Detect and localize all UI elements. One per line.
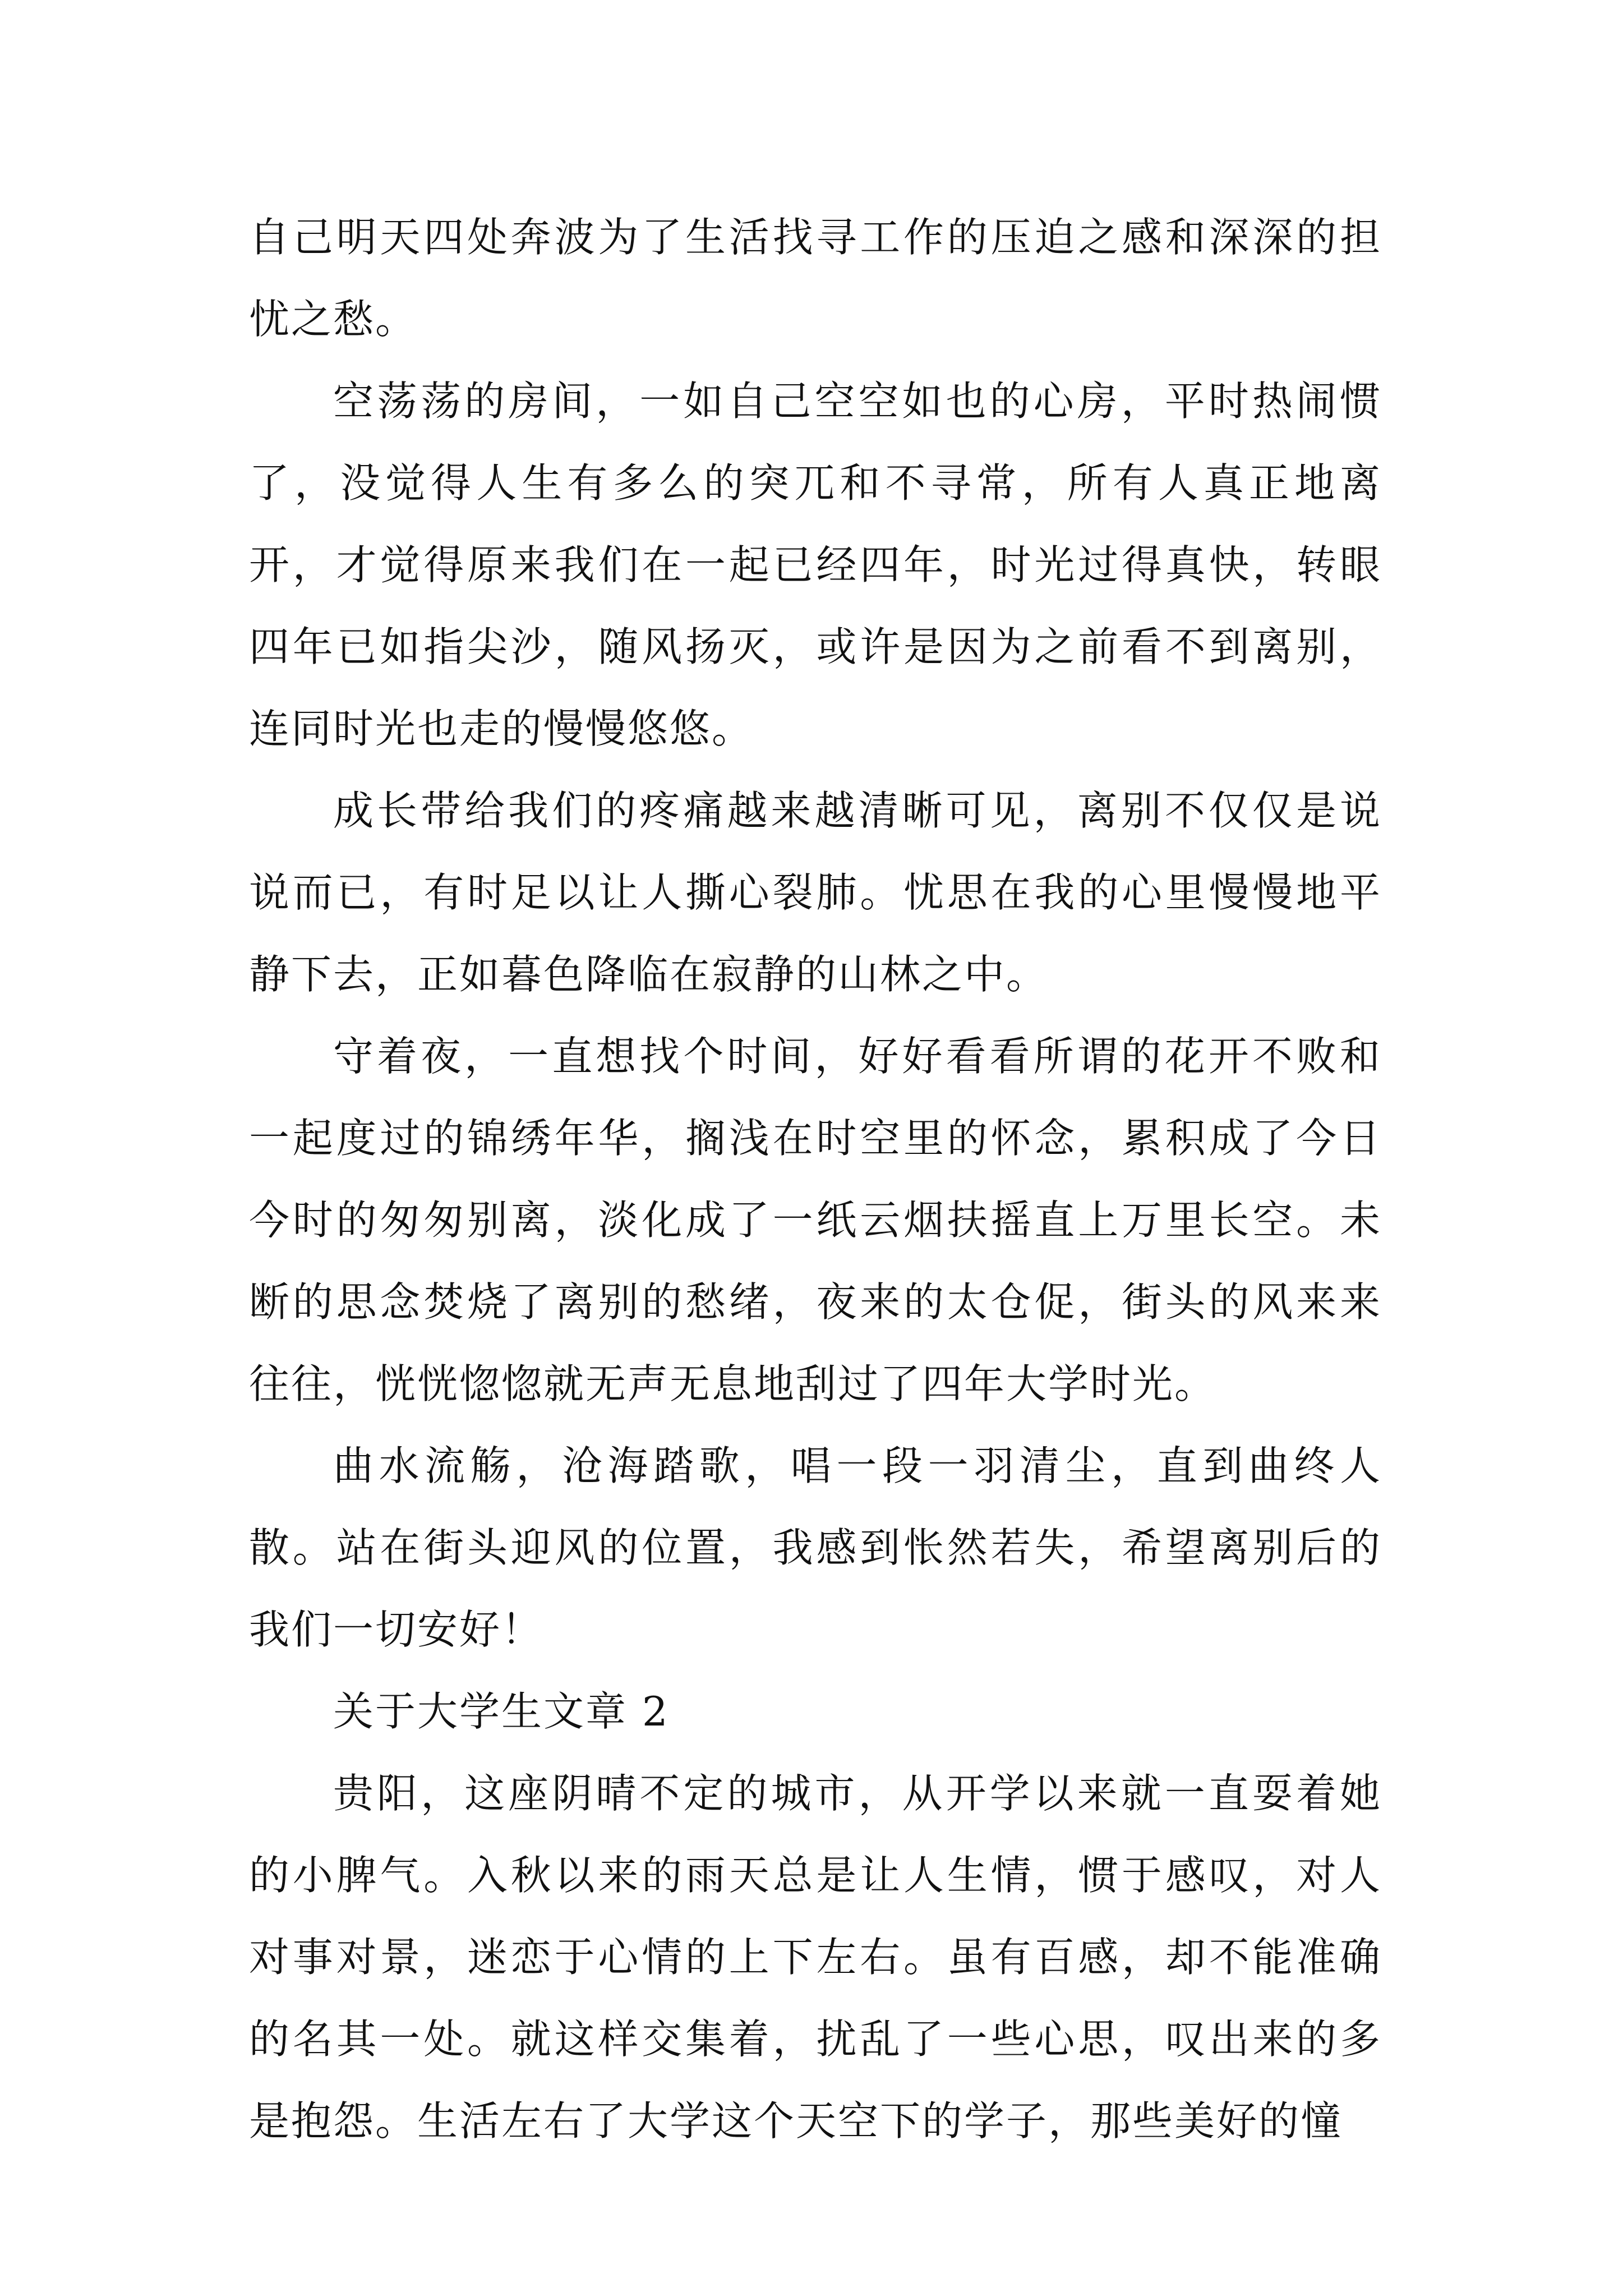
paragraph: 成长带给我们的疼痛越来越清晰可见，离别不仅仅是说说而已，有时足以让人撕心裂肺。忧思在我的心里慢慢地平静下去，正如暮色降临在寂静的山林之中。	[249, 787, 1382, 998]
document-body	[249, 196, 1382, 2162]
section-heading: 关于大学生文章 2	[333, 1688, 670, 1735]
paragraph-continuation: 自己明天四处奔波为了生活找寻工作的压迫之感和深深的担忧之愁。	[249, 214, 1382, 343]
paragraph: 曲水流觞，沧海踏歌，唱一段一羽清尘，直到曲终人散。站在街头迎风的位置，我感到怅然若失，希望离别后的我们一切安好！	[249, 1442, 1382, 1653]
paragraph: 守着夜，一直想找个时间，好好看看所谓的花开不败和一起度过的锦绣年华，搁浅在时空里的怀念，累积成了今日今时的匆匆别离，淡化成了一纸云烟扶摇直上万里长空。未断的思念焚烧了离别的愁绪，夜来的太仓促，街头的风来来往往，恍恍惚惚就无声无息地刮过了四年大学时光。	[249, 1033, 1382, 1407]
paragraph: 贵阳，这座阴晴不定的城市，从开学以来就一直耍着她的小脾气。入秋以来的雨天总是让人生情，惯于感叹，对人对事对景，迷恋于心情的上下左右。虽有百感，却不能准确的名其一处。就这样交集着，扰乱了一些心思，叹出来的多是抱怨。生活左右了大学这个天空下的学子，那些美好的憧	[249, 1770, 1382, 2145]
paragraph: 空荡荡的房间，一如自己空空如也的心房，平时热闹惯了，没觉得人生有多么的突兀和不寻常，所有人真正地离开，才觉得原来我们在一起已经四年，时光过得真快，转眼四年已如指尖沙，随风扬灭，或许是因为之前看不到离别，连同时光也走的慢慢悠悠。	[249, 378, 1382, 752]
